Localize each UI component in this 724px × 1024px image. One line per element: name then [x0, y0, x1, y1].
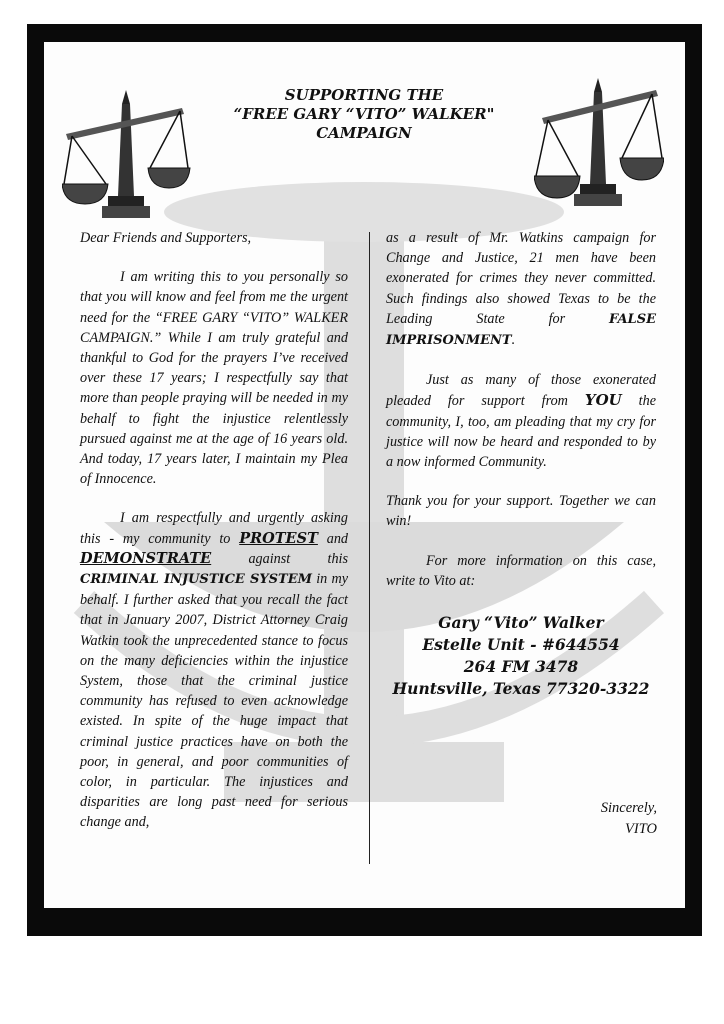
protest-emphasis: PROTEST: [239, 529, 318, 547]
signoff: [601, 798, 657, 840]
column-divider: [369, 232, 370, 864]
paragraph-3-end: .: [511, 332, 516, 349]
paragraph-2-intro: I am respectfully and urgently asking this - my community to: [80, 510, 348, 547]
paragraph-3-body: as a result of Mr. Watkins campaign for Change and Justice, 21 men have been exonerated for crimes they never committed. Such findings also showed Texas to be the Leading State for: [386, 230, 656, 327]
flyer-title: [194, 86, 534, 143]
title-line-2: “FREE GARY “VITO” WALKER": [233, 105, 495, 123]
paragraph-2-and: and: [326, 530, 348, 547]
letter-right-column: [386, 228, 656, 591]
criminal-injustice-emphasis: CRIMINAL INJUSTICE SYSTEM: [80, 572, 313, 588]
paragraph-2: [80, 508, 348, 832]
scales-of-justice-icon: [534, 72, 664, 212]
title-line-3: CAMPAIGN: [316, 124, 412, 142]
paragraph-4-body: the community, I, too, am pleading that my cry for justice will now be heard and responded to by a now informed Community.: [386, 393, 656, 471]
address-name: Gary “Vito” Walker: [438, 613, 604, 632]
you-emphasis: YOU: [584, 391, 622, 410]
mailing-address: [386, 612, 656, 700]
false-imprisonment-emphasis: FALSE IMPRISONMENT: [386, 311, 656, 349]
address-unit: Estelle Unit - #644554: [422, 635, 620, 654]
paragraph-4: [386, 370, 656, 472]
salutation: Dear Friends and Supporters,: [80, 230, 252, 246]
demonstrate-emphasis: DEMONSTRATE: [80, 549, 212, 567]
paragraph-1: I am writing this to you personally so that you will know and feel from me the urgent need for the “FREE GARY “VITO” WALKER CAMPAIGN.” While I am truly grateful and thankful to God for the prayers I’ve received over these 17 years; I respectfully say that more than people praying will be needed in my behalf to fight the injustice relentlessly pursued against me at the age of 16 years old. And today, 17 years later, I maintain my Plea of Innocence.: [80, 269, 348, 488]
paragraph-4-intro: Just as many of those exonerated pleaded for support from: [386, 372, 656, 410]
paragraph-6: For more information on this case, write to Vito at:: [386, 552, 656, 589]
address-street: 264 FM 3478: [463, 657, 579, 676]
letter-left-column: [80, 228, 348, 833]
signature: VITO: [625, 821, 657, 837]
paragraph-3: [386, 228, 656, 351]
paragraph-5: Thank you for your support. Together we can win!: [386, 493, 656, 530]
closing: Sincerely,: [600, 800, 657, 816]
paragraph-2-against: against this: [248, 550, 348, 567]
flyer-sheet: [44, 42, 685, 908]
address-city: Huntsville, Texas 77320-3322: [392, 679, 650, 698]
scales-of-justice-icon: [62, 84, 192, 224]
title-line-1: SUPPORTING THE: [284, 86, 444, 104]
paragraph-2-body: in my behalf. I further asked that you recall the fact that in January 2007, District Attorney Craig Watkin took the unprecedented stance to focus on the many deficiencies within the injustice System, those that the criminal justice community has refused to even acknowledge existed. In spite of the huge impact that criminal justice practices have on both the poor, in general, and poor communities of color, in particular. The injustices and disparities are long past need for serious change and,: [80, 571, 348, 831]
